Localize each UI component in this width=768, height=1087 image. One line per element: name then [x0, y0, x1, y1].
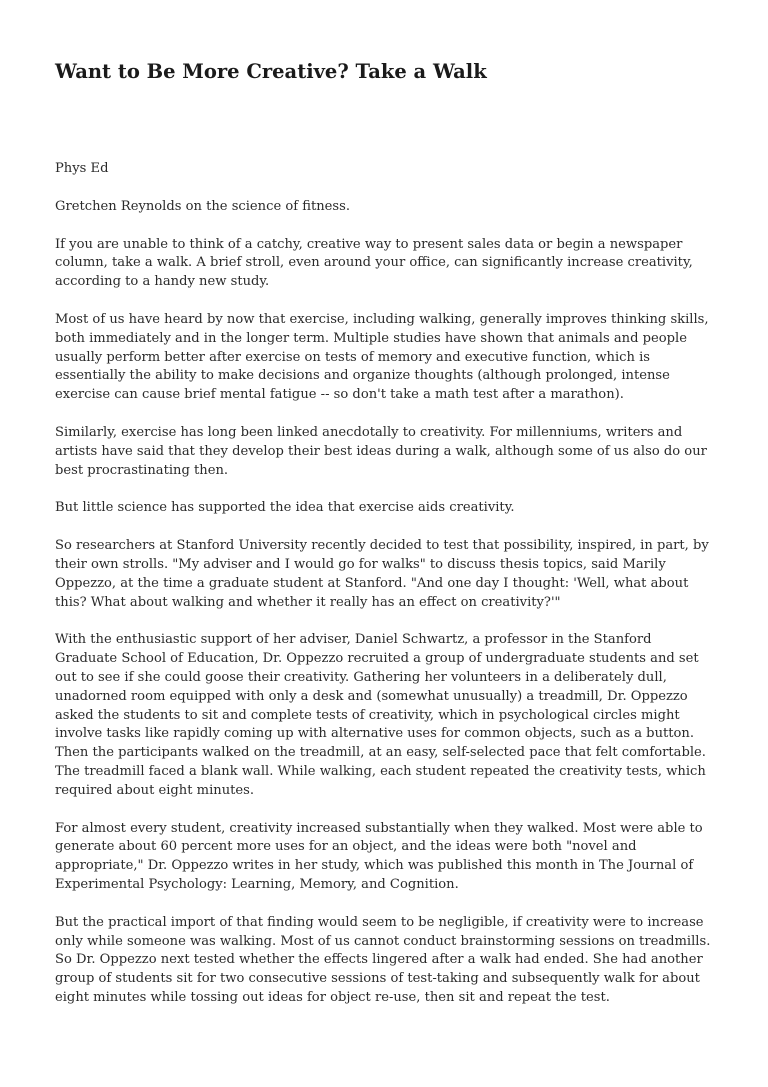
paragraph-5: So researchers at Stanford University recently decided to test that possibility, inspired, in part, by their own strolls. "My adviser and I would go for walks" to discuss thesis topics, said Marily Oppezzo, at the time a graduate student at Stanford. "And one day I thought: 'Well, what about this? What about walking and whether it really has an effect on creativity?'": [55, 538, 709, 610]
paragraph-2: Most of us have heard by now that exercise, including walking, generally improves thinking skills, both immediately and in the longer term. Multiple studies have shown that animals and people usually perform better after exercise on tests of memory and executive function, which is essentially the ability to make decisions and organize thoughts (although prolonged, intense exercise can cause brief mental fatigue -- so don't take a math test after a marathon).: [55, 311, 709, 403]
article-title: Want to Be More Creative? Take a Walk: [55, 60, 487, 83]
byline: Gretchen Reynolds on the science of fitness.: [55, 198, 351, 214]
paragraph-8: But the practical import of that finding would seem to be negligible, if creativity were to increase only while someone was walking. Most of us cannot conduct brainstorming sessions on treadmills. So Dr. Oppezzo next tested whether the effects lingered after a walk had ended. She had another group of students sit for two consecutive sessions of test-taking and subsequently walk for about eight minutes while tossing out ideas for object re-use, then sit and repeat the test.: [55, 914, 711, 1005]
paragraph-3: Similarly, exercise has long been linked anecdotally to creativity. For millenniums, writers and artists have said that they develop their best ideas during a walk, although some of us also do our best procrastinating then.: [55, 424, 707, 478]
section-label: Phys Ed: [55, 161, 109, 176]
paragraph-7: For almost every student, creativity increased substantially when they walked. Most were able to generate about 60 percent more uses for an object, and the ideas were both "novel and appropriate," Dr. Oppezzo writes in her study, which was published this month in The Journal of Experimental Psychology: Learning, Memory, and Cognition.: [55, 820, 703, 892]
paragraph-4: But little science has supported the idea that exercise aids creativity.: [55, 500, 515, 516]
paragraph-1: If you are unable to think of a catchy, creative way to present sales data or begin a newspaper column, take a walk. A brief stroll, even around your office, can significantly increase creativity, according to a handy new study.: [55, 236, 693, 290]
paragraph-6: With the enthusiastic support of her adviser, Daniel Schwartz, a professor in the Stanford Graduate School of Education, Dr. Oppezzo recruited a group of undergraduate students and set out to see if she could goose their creativity. Gathering her volunteers in a deliberately dull, unadorned room equipped with only a desk and (somewhat unusually) a treadmill, Dr. Oppezzo asked the students to sit and complete tests of creativity, which in psychological circles might involve tasks like rapidly coming up with alternative uses for common objects, such as a button. Then the participants walked on the treadmill, at an easy, self-selected pace that felt comfortable. The treadmill faced a blank wall. While walking, each student repeated the creativity tests, which required about eight minutes.: [55, 632, 706, 798]
document-page: [55, 58, 715, 1008]
